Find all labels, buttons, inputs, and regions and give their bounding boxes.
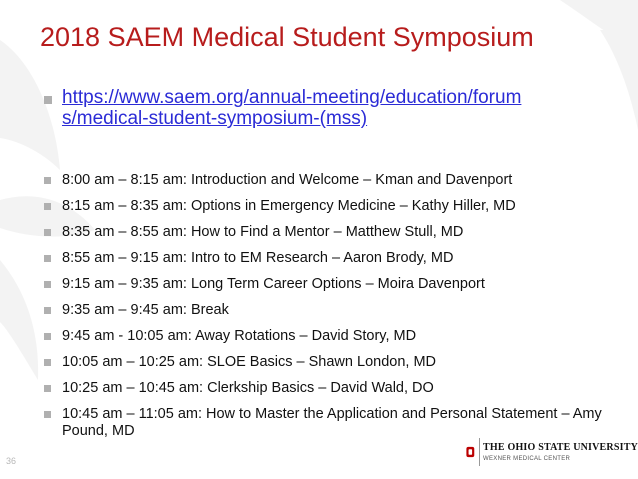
- agenda-item: [44, 302, 624, 328]
- agenda-item-text: 10:45 am – 11:05 am: How to Master the Application and Personal Statement – Amy Pound, MD: [62, 406, 602, 439]
- agenda-item-text: 8:35 am – 8:55 am: How to Find a Mentor – Matthew Stull, MD: [62, 224, 464, 240]
- symposium-link-item: [44, 87, 604, 129]
- logo-text: [483, 442, 638, 462]
- square-bullet-icon: [44, 281, 51, 288]
- agenda-item: [44, 172, 624, 198]
- square-bullet-icon: [44, 385, 51, 392]
- agenda-item: [44, 380, 624, 406]
- agenda-item-text: 8:00 am – 8:15 am: Introduction and Welcome – Kman and Davenport: [62, 172, 513, 188]
- block-o-icon: [466, 438, 475, 466]
- logo-center-name: WEXNER MEDICAL CENTER: [483, 456, 571, 462]
- slide-title: 2018 SAEM Medical Student Symposium: [40, 22, 534, 52]
- square-bullet-icon: [44, 307, 51, 314]
- agenda-item-text: 10:05 am – 10:25 am: SLOE Basics – Shawn London, MD: [62, 354, 436, 370]
- agenda-item-text: 9:15 am – 9:35 am: Long Term Career Options – Moira Davenport: [62, 276, 485, 292]
- agenda-list: [44, 172, 624, 446]
- square-bullet-icon: [44, 229, 51, 236]
- agenda-item-text: 9:45 am - 10:05 am: Away Rotations – David Story, MD: [62, 328, 417, 344]
- square-bullet-icon: [44, 411, 51, 418]
- agenda-item-text: 8:55 am – 9:15 am: Intro to EM Research – Aaron Brody, MD: [62, 250, 454, 266]
- agenda-item: [44, 250, 624, 276]
- agenda-item: [44, 276, 624, 302]
- agenda-item: [44, 198, 624, 224]
- agenda-item-text: 8:15 am – 8:35 am: Options in Emergency Medicine – Kathy Hiller, MD: [62, 198, 516, 214]
- page-number: 36: [6, 456, 17, 466]
- square-bullet-icon: [44, 203, 51, 210]
- agenda-item: [44, 354, 624, 380]
- square-bullet-icon: [44, 255, 51, 262]
- square-bullet-icon: [44, 96, 52, 104]
- logo-university-name: THE OHIO STATE UNIVERSITY: [483, 442, 638, 453]
- square-bullet-icon: [44, 333, 51, 340]
- agenda-item-text: 10:25 am – 10:45 am: Clerkship Basics – David Wald, DO: [62, 380, 434, 396]
- square-bullet-icon: [44, 177, 51, 184]
- agenda-item-text: 9:35 am – 9:45 am: Break: [62, 302, 229, 318]
- agenda-item: [44, 224, 624, 250]
- osu-wexner-logo: [466, 432, 638, 472]
- agenda-item: [44, 328, 624, 354]
- symposium-link[interactable]: https://www.saem.org/annual-meeting/education/forums/medical-student-symposium-(mss): [62, 87, 522, 129]
- square-bullet-icon: [44, 359, 51, 366]
